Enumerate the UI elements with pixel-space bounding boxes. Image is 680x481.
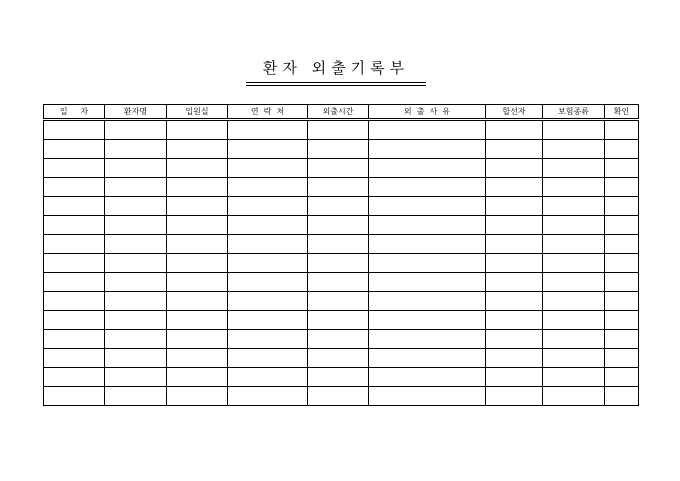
- header-row: [44, 105, 639, 120]
- cell-contact[interactable]: [228, 254, 308, 273]
- cell-insurance-type[interactable]: [543, 120, 605, 140]
- cell-insurance-type[interactable]: [543, 349, 605, 368]
- cell-date[interactable]: [44, 120, 105, 140]
- cell-companion[interactable]: [486, 368, 543, 387]
- cell-patient-name[interactable]: [105, 197, 167, 216]
- cell-outing-time[interactable]: [308, 216, 369, 235]
- cell-contact[interactable]: [228, 235, 308, 254]
- cell-patient-name[interactable]: [105, 387, 167, 406]
- cell-outing-reason[interactable]: [369, 159, 486, 178]
- cell-patient-name[interactable]: [105, 254, 167, 273]
- table-row: [44, 387, 639, 406]
- cell-confirm[interactable]: [605, 120, 639, 140]
- cell-confirm[interactable]: [605, 368, 639, 387]
- cell-insurance-type[interactable]: [543, 330, 605, 349]
- table-body: [44, 120, 639, 406]
- cell-confirm[interactable]: [605, 159, 639, 178]
- cell-outing-reason[interactable]: [369, 197, 486, 216]
- table-row: [44, 254, 639, 273]
- cell-patient-name[interactable]: [105, 178, 167, 197]
- cell-date[interactable]: [44, 387, 105, 406]
- cell-date[interactable]: [44, 368, 105, 387]
- cell-contact[interactable]: [228, 216, 308, 235]
- cell-ward-room[interactable]: [167, 235, 228, 254]
- cell-date[interactable]: [44, 178, 105, 197]
- cell-patient-name[interactable]: [105, 349, 167, 368]
- cell-companion[interactable]: [486, 311, 543, 330]
- cell-outing-reason[interactable]: [369, 235, 486, 254]
- cell-date[interactable]: [44, 235, 105, 254]
- cell-contact[interactable]: [228, 273, 308, 292]
- cell-date[interactable]: [44, 349, 105, 368]
- cell-outing-reason[interactable]: [369, 140, 486, 159]
- cell-ward-room[interactable]: [167, 120, 228, 140]
- cell-date[interactable]: [44, 159, 105, 178]
- header-patient-name: 환자명: [105, 105, 167, 120]
- document-title: 환자 외출기록부: [262, 59, 410, 77]
- cell-ward-room[interactable]: [167, 349, 228, 368]
- cell-outing-reason[interactable]: [369, 178, 486, 197]
- cell-contact[interactable]: [228, 178, 308, 197]
- cell-outing-reason[interactable]: [369, 311, 486, 330]
- cell-outing-time[interactable]: [308, 292, 369, 311]
- cell-contact[interactable]: [228, 120, 308, 140]
- cell-ward-room[interactable]: [167, 254, 228, 273]
- cell-date[interactable]: [44, 197, 105, 216]
- cell-outing-reason[interactable]: [369, 254, 486, 273]
- cell-ward-room[interactable]: [167, 197, 228, 216]
- cell-confirm[interactable]: [605, 273, 639, 292]
- cell-insurance-type[interactable]: [543, 311, 605, 330]
- cell-date[interactable]: [44, 292, 105, 311]
- cell-ward-room[interactable]: [167, 292, 228, 311]
- cell-insurance-type[interactable]: [543, 273, 605, 292]
- cell-companion[interactable]: [486, 387, 543, 406]
- cell-ward-room[interactable]: [167, 273, 228, 292]
- cell-outing-time[interactable]: [308, 140, 369, 159]
- cell-companion[interactable]: [486, 235, 543, 254]
- cell-outing-time[interactable]: [308, 159, 369, 178]
- cell-patient-name[interactable]: [105, 120, 167, 140]
- cell-insurance-type[interactable]: [543, 159, 605, 178]
- cell-ward-room[interactable]: [167, 140, 228, 159]
- cell-contact[interactable]: [228, 140, 308, 159]
- cell-patient-name[interactable]: [105, 292, 167, 311]
- header-outing-reason: 외 출 사 유: [369, 105, 486, 120]
- table-row: [44, 216, 639, 235]
- cell-patient-name[interactable]: [105, 273, 167, 292]
- title-double-underline: [246, 82, 426, 86]
- cell-ward-room[interactable]: [167, 159, 228, 178]
- cell-confirm[interactable]: [605, 216, 639, 235]
- cell-patient-name[interactable]: [105, 159, 167, 178]
- cell-insurance-type[interactable]: [543, 387, 605, 406]
- cell-outing-time[interactable]: [308, 120, 369, 140]
- cell-outing-time[interactable]: [308, 254, 369, 273]
- cell-confirm[interactable]: [605, 140, 639, 159]
- cell-confirm[interactable]: [605, 254, 639, 273]
- cell-insurance-type[interactable]: [543, 254, 605, 273]
- cell-insurance-type[interactable]: [543, 216, 605, 235]
- cell-outing-time[interactable]: [308, 330, 369, 349]
- table-row: [44, 330, 639, 349]
- cell-outing-reason[interactable]: [369, 349, 486, 368]
- header-ward-room: 입원실: [167, 105, 228, 120]
- cell-confirm[interactable]: [605, 292, 639, 311]
- cell-companion[interactable]: [486, 140, 543, 159]
- cell-insurance-type[interactable]: [543, 197, 605, 216]
- cell-ward-room[interactable]: [167, 178, 228, 197]
- table-row: [44, 235, 639, 254]
- cell-contact[interactable]: [228, 349, 308, 368]
- header-insurance-type: 보험종류: [543, 105, 605, 120]
- cell-contact[interactable]: [228, 387, 308, 406]
- cell-companion[interactable]: [486, 159, 543, 178]
- cell-confirm[interactable]: [605, 235, 639, 254]
- cell-ward-room[interactable]: [167, 387, 228, 406]
- cell-companion[interactable]: [486, 330, 543, 349]
- cell-insurance-type[interactable]: [543, 235, 605, 254]
- table-row: [44, 349, 639, 368]
- cell-outing-reason[interactable]: [369, 387, 486, 406]
- cell-ward-room[interactable]: [167, 216, 228, 235]
- cell-patient-name[interactable]: [105, 368, 167, 387]
- cell-companion[interactable]: [486, 216, 543, 235]
- title-block: [246, 58, 426, 88]
- cell-companion[interactable]: [486, 120, 543, 140]
- cell-contact[interactable]: [228, 330, 308, 349]
- cell-outing-reason[interactable]: [369, 368, 486, 387]
- table-row: [44, 368, 639, 387]
- cell-date[interactable]: [44, 254, 105, 273]
- cell-ward-room[interactable]: [167, 368, 228, 387]
- cell-patient-name[interactable]: [105, 311, 167, 330]
- cell-date[interactable]: [44, 311, 105, 330]
- cell-outing-reason[interactable]: [369, 216, 486, 235]
- cell-confirm[interactable]: [605, 311, 639, 330]
- cell-insurance-type[interactable]: [543, 178, 605, 197]
- cell-contact[interactable]: [228, 159, 308, 178]
- cell-companion[interactable]: [486, 197, 543, 216]
- cell-date[interactable]: [44, 330, 105, 349]
- table-row: [44, 311, 639, 330]
- table-row: [44, 197, 639, 216]
- table-row: [44, 159, 639, 178]
- cell-contact[interactable]: [228, 311, 308, 330]
- table-row: [44, 140, 639, 159]
- cell-outing-reason[interactable]: [369, 330, 486, 349]
- header-contact: 연 락 처: [228, 105, 308, 120]
- table-row: [44, 292, 639, 311]
- table-row: [44, 178, 639, 197]
- header-date: 일 자: [44, 105, 105, 120]
- cell-outing-time[interactable]: [308, 197, 369, 216]
- cell-insurance-type[interactable]: [543, 368, 605, 387]
- header-outing-time: 외출시간: [308, 105, 369, 120]
- cell-companion[interactable]: [486, 254, 543, 273]
- cell-patient-name[interactable]: [105, 140, 167, 159]
- cell-date[interactable]: [44, 216, 105, 235]
- cell-outing-time[interactable]: [308, 273, 369, 292]
- cell-outing-time[interactable]: [308, 311, 369, 330]
- cell-companion[interactable]: [486, 349, 543, 368]
- cell-outing-reason[interactable]: [369, 273, 486, 292]
- cell-outing-time[interactable]: [308, 349, 369, 368]
- cell-ward-room[interactable]: [167, 330, 228, 349]
- cell-patient-name[interactable]: [105, 235, 167, 254]
- cell-insurance-type[interactable]: [543, 292, 605, 311]
- cell-outing-reason[interactable]: [369, 120, 486, 140]
- table-row: [44, 120, 639, 140]
- cell-ward-room[interactable]: [167, 311, 228, 330]
- cell-confirm[interactable]: [605, 349, 639, 368]
- cell-outing-time[interactable]: [308, 387, 369, 406]
- cell-contact[interactable]: [228, 368, 308, 387]
- cell-outing-time[interactable]: [308, 368, 369, 387]
- cell-companion[interactable]: [486, 178, 543, 197]
- header-companion: 합선자: [486, 105, 543, 120]
- cell-confirm[interactable]: [605, 197, 639, 216]
- cell-confirm[interactable]: [605, 178, 639, 197]
- cell-companion[interactable]: [486, 273, 543, 292]
- cell-date[interactable]: [44, 140, 105, 159]
- cell-outing-time[interactable]: [308, 235, 369, 254]
- cell-contact[interactable]: [228, 197, 308, 216]
- cell-patient-name[interactable]: [105, 216, 167, 235]
- cell-outing-reason[interactable]: [369, 292, 486, 311]
- cell-companion[interactable]: [486, 292, 543, 311]
- cell-date[interactable]: [44, 273, 105, 292]
- cell-contact[interactable]: [228, 292, 308, 311]
- header-confirm: 확인: [605, 105, 639, 120]
- cell-outing-time[interactable]: [308, 178, 369, 197]
- cell-confirm[interactable]: [605, 330, 639, 349]
- patient-outing-log-table: [43, 104, 639, 406]
- cell-confirm[interactable]: [605, 387, 639, 406]
- cell-patient-name[interactable]: [105, 330, 167, 349]
- cell-insurance-type[interactable]: [543, 140, 605, 159]
- table-row: [44, 273, 639, 292]
